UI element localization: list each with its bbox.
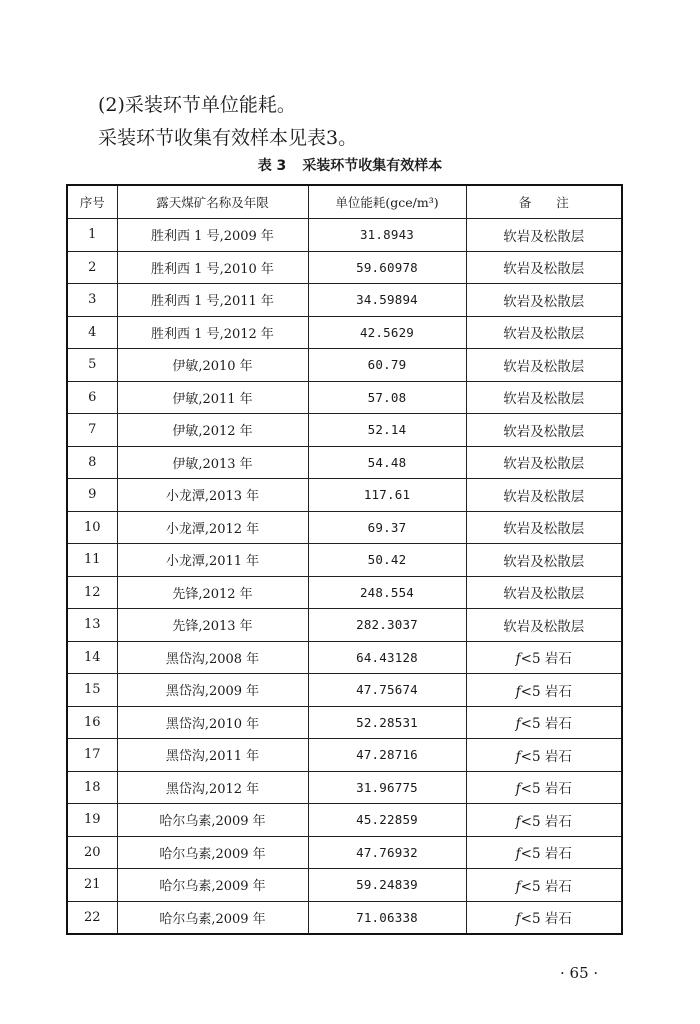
table-row (67, 284, 622, 317)
cell-unit-energy: 64.43128 (308, 641, 466, 674)
cell-unit-energy: 59.24839 (308, 869, 466, 902)
cell-unit-energy: 31.8943 (308, 219, 466, 252)
table-caption-number: 表 3 (257, 158, 287, 174)
cell-index: 21 (67, 869, 117, 902)
cell-mine-name-year: 黑岱沟,2009 年 (117, 674, 308, 707)
cell-remarks: f<5 岩石 (466, 771, 622, 804)
cell-index: 16 (67, 706, 117, 739)
cell-index: 18 (67, 771, 117, 804)
cell-index: 19 (67, 804, 117, 837)
cell-mine-name-year: 先锋,2012 年 (117, 576, 308, 609)
cell-remarks: 软岩及松散层 (466, 511, 622, 544)
table-body (67, 219, 622, 935)
cell-unit-energy: 31.96775 (308, 771, 466, 804)
energy-sample-table (66, 184, 623, 935)
cell-mine-name-year: 伊敏,2010 年 (117, 349, 308, 382)
cell-index: 3 (67, 284, 117, 317)
paragraph-line-2: 采装环节收集有效样本见表3。 (98, 127, 358, 149)
cell-mine-name-year: 黑岱沟,2011 年 (117, 739, 308, 772)
header-index: 序号 (67, 185, 117, 219)
cell-unit-energy: 34.59894 (308, 284, 466, 317)
cell-unit-energy: 50.42 (308, 544, 466, 577)
table-row (67, 869, 622, 902)
table-row (67, 479, 622, 512)
table-row (67, 544, 622, 577)
cell-index: 6 (67, 381, 117, 414)
table-row (67, 349, 622, 382)
cell-unit-energy: 117.61 (308, 479, 466, 512)
cell-mine-name-year: 伊敏,2011 年 (117, 381, 308, 414)
table-row (67, 219, 622, 252)
header-mine-name-year: 露天煤矿名称及年限 (117, 185, 308, 219)
table-row (67, 316, 622, 349)
table-row (67, 836, 622, 869)
table-row (67, 446, 622, 479)
cell-remarks: f<5 岩石 (466, 739, 622, 772)
cell-remarks: f<5 岩石 (466, 674, 622, 707)
cell-mine-name-year: 黑岱沟,2010 年 (117, 706, 308, 739)
cell-index: 4 (67, 316, 117, 349)
cell-index: 8 (67, 446, 117, 479)
table-row (67, 804, 622, 837)
cell-remarks: f<5 岩石 (466, 641, 622, 674)
cell-mine-name-year: 伊敏,2013 年 (117, 446, 308, 479)
cell-unit-energy: 248.554 (308, 576, 466, 609)
cell-unit-energy: 69.37 (308, 511, 466, 544)
table-row (67, 641, 622, 674)
cell-mine-name-year: 黑岱沟,2012 年 (117, 771, 308, 804)
cell-mine-name-year: 哈尔乌素,2009 年 (117, 836, 308, 869)
cell-remarks: f<5 岩石 (466, 804, 622, 837)
cell-remarks: f<5 岩石 (466, 869, 622, 902)
cell-remarks: 软岩及松散层 (466, 219, 622, 252)
table-row (67, 414, 622, 447)
cell-unit-energy: 59.60978 (308, 251, 466, 284)
table-caption-title: 采装环节收集有效样本 (302, 158, 443, 174)
cell-remarks: 软岩及松散层 (466, 576, 622, 609)
cell-remarks: 软岩及松散层 (466, 609, 622, 642)
cell-unit-energy: 282.3037 (308, 609, 466, 642)
table-row (67, 706, 622, 739)
cell-remarks: f<5 岩石 (466, 901, 622, 934)
cell-index: 15 (67, 674, 117, 707)
table-header-row (67, 185, 622, 219)
table-row (67, 511, 622, 544)
cell-index: 10 (67, 511, 117, 544)
cell-mine-name-year: 黑岱沟,2008 年 (117, 641, 308, 674)
cell-remarks: f<5 岩石 (466, 706, 622, 739)
cell-remarks: 软岩及松散层 (466, 349, 622, 382)
table-caption (0, 156, 700, 176)
cell-index: 14 (67, 641, 117, 674)
cell-index: 7 (67, 414, 117, 447)
cell-index: 5 (67, 349, 117, 382)
cell-mine-name-year: 哈尔乌素,2009 年 (117, 901, 308, 934)
cell-unit-energy: 52.28531 (308, 706, 466, 739)
cell-remarks: 软岩及松散层 (466, 414, 622, 447)
cell-mine-name-year: 小龙潭,2011 年 (117, 544, 308, 577)
cell-mine-name-year: 胜利西 1 号,2009 年 (117, 219, 308, 252)
table-row (67, 674, 622, 707)
table-row (67, 251, 622, 284)
cell-mine-name-year: 胜利西 1 号,2012 年 (117, 316, 308, 349)
cell-unit-energy: 52.14 (308, 414, 466, 447)
table-row (67, 576, 622, 609)
cell-unit-energy: 57.08 (308, 381, 466, 414)
cell-index: 13 (67, 609, 117, 642)
cell-remarks: 软岩及松散层 (466, 544, 622, 577)
table-row (67, 381, 622, 414)
cell-index: 11 (67, 544, 117, 577)
cell-remarks: 软岩及松散层 (466, 479, 622, 512)
cell-remarks: 软岩及松散层 (466, 446, 622, 479)
table-row (67, 609, 622, 642)
table-row (67, 771, 622, 804)
cell-mine-name-year: 哈尔乌素,2009 年 (117, 804, 308, 837)
header-remarks: 备 注 (466, 185, 622, 219)
cell-mine-name-year: 哈尔乌素,2009 年 (117, 869, 308, 902)
cell-unit-energy: 45.22859 (308, 804, 466, 837)
cell-mine-name-year: 胜利西 1 号,2010 年 (117, 251, 308, 284)
cell-index: 20 (67, 836, 117, 869)
cell-mine-name-year: 伊敏,2012 年 (117, 414, 308, 447)
cell-mine-name-year: 先锋,2013 年 (117, 609, 308, 642)
cell-unit-energy: 47.75674 (308, 674, 466, 707)
cell-index: 22 (67, 901, 117, 934)
cell-mine-name-year: 小龙潭,2013 年 (117, 479, 308, 512)
cell-unit-energy: 60.79 (308, 349, 466, 382)
cell-unit-energy: 42.5629 (308, 316, 466, 349)
cell-index: 2 (67, 251, 117, 284)
header-unit-energy: 单位能耗(gce/m³) (308, 185, 466, 219)
cell-remarks: 软岩及松散层 (466, 251, 622, 284)
table-row (67, 901, 622, 934)
cell-remarks: 软岩及松散层 (466, 316, 622, 349)
cell-unit-energy: 47.28716 (308, 739, 466, 772)
cell-index: 1 (67, 219, 117, 252)
cell-remarks: 软岩及松散层 (466, 381, 622, 414)
cell-index: 9 (67, 479, 117, 512)
cell-remarks: 软岩及松散层 (466, 284, 622, 317)
cell-index: 12 (67, 576, 117, 609)
cell-remarks: f<5 岩石 (466, 836, 622, 869)
paragraph-line-1: (2)采装环节单位能耗。 (98, 94, 296, 116)
cell-unit-energy: 47.76932 (308, 836, 466, 869)
cell-mine-name-year: 胜利西 1 号,2011 年 (117, 284, 308, 317)
cell-index: 17 (67, 739, 117, 772)
page-number: · 65 · (560, 964, 599, 982)
cell-mine-name-year: 小龙潭,2012 年 (117, 511, 308, 544)
cell-unit-energy: 71.06338 (308, 901, 466, 934)
table-row (67, 739, 622, 772)
cell-unit-energy: 54.48 (308, 446, 466, 479)
